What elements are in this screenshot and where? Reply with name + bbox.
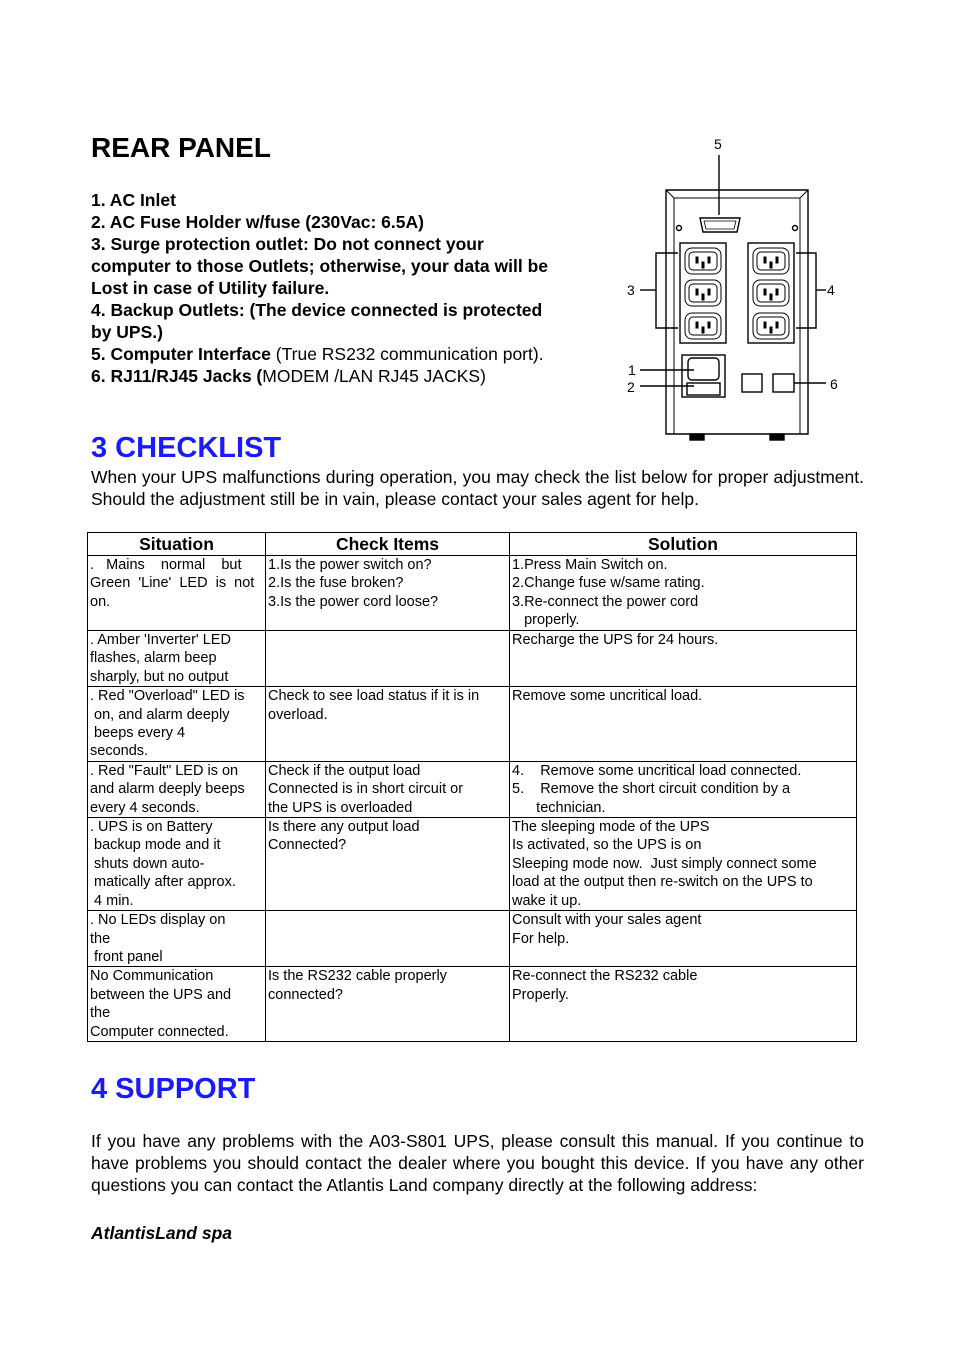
- cell-line: 2.Change fuse w/same rating.: [512, 575, 705, 592]
- power-outlet-icon: [685, 248, 721, 274]
- cell-situation: [88, 631, 266, 687]
- table-row: [88, 761, 857, 817]
- cell-situation: [88, 911, 266, 967]
- feature-text-normal: MODEM /LAN RJ45 JACKS): [262, 366, 486, 386]
- feature-text-bold: 6. RJ11/RJ45 Jacks (: [91, 366, 263, 386]
- cell-line: and alarm deeply beeps: [90, 781, 245, 798]
- cell-line: Connected?: [268, 837, 347, 854]
- cell-situation: [88, 687, 266, 762]
- diagram-label-2: 2: [627, 379, 635, 395]
- support-text: If you have any problems with the A03-S801 UPS, please consult this manual. If you continue to have problems you should contact the dealer where you bought this device. If you have any other questions you can contact the Atlantis Land company directly at the following address:: [91, 1131, 864, 1195]
- cell-line: 4 min.: [90, 892, 134, 909]
- diagram-label-1: 1: [628, 362, 636, 378]
- cell-line: overload.: [268, 706, 328, 723]
- cell-line: The sleeping mode of the UPS: [512, 819, 710, 836]
- cell-check: [266, 687, 510, 762]
- cell-line: . Amber 'Inverter' LED: [90, 632, 231, 648]
- cell-line: backup mode and it: [90, 837, 221, 854]
- cell-line: the: [90, 1005, 111, 1022]
- feature-text-bold: computer to those Outlets; otherwise, your data will be: [91, 256, 549, 276]
- cell-check: [266, 631, 510, 687]
- cell-line: 4. Remove some uncritical load connected.: [512, 762, 802, 779]
- cell-situation: [88, 967, 266, 1042]
- feature-line: [91, 299, 601, 321]
- cell-line: 5. Remove the short circuit condition by a: [512, 781, 791, 798]
- cell-line: 3.Is the power cord loose?: [268, 593, 439, 610]
- column-header-check-items: Check Items: [266, 533, 510, 556]
- column-header-solution: Solution: [510, 533, 857, 556]
- cell-line: Sleeping mode now. Just simply connect some: [512, 855, 817, 872]
- cell-line: . Red "Fault" LED is on: [90, 762, 239, 779]
- diagram-label-6: 6: [830, 376, 838, 392]
- cell-line: properly.: [512, 612, 580, 629]
- cell-line: Check to see load status if it is in: [268, 688, 480, 705]
- cell-line: 3.Re-connect the power cord: [512, 593, 699, 610]
- feature-line: [91, 233, 601, 255]
- cell-line: connected?: [268, 986, 343, 1003]
- cell-line: Check if the output load: [268, 762, 421, 779]
- cell-line: matically after approx.: [90, 874, 236, 891]
- cell-check: [266, 761, 510, 817]
- cell-check: [266, 818, 510, 911]
- support-title: 4 SUPPORT: [91, 1073, 256, 1105]
- checklist-intro: When your UPS malfunctions during operation, you may check the list below for proper adjustment. Should the adjustment still be in vain, please contact your sales agent for help.: [91, 467, 864, 509]
- cell-line: . Red "Overload" LED is: [90, 688, 245, 705]
- cell-solution: [510, 967, 857, 1042]
- feature-line: [91, 189, 601, 211]
- cell-line: For help.: [512, 930, 570, 947]
- cell-line: No Communication: [90, 968, 214, 985]
- cell-line: on.: [90, 593, 111, 610]
- feature-text-bold: by UPS.): [91, 322, 163, 342]
- feature-line: [91, 211, 601, 233]
- feature-text-normal: (True RS232 communication port).: [270, 344, 544, 364]
- diagram-label-4: 4: [827, 282, 835, 298]
- feature-text-bold: 3. Surge protection outlet: Do not connect your: [91, 234, 484, 254]
- rear-panel-feature-list: [91, 189, 601, 387]
- cell-line: Is activated, so the UPS is on: [512, 837, 702, 854]
- cell-line: sharply, but no output: [90, 668, 229, 685]
- feature-text-bold: 5. Computer Interface: [91, 344, 271, 364]
- cell-situation: [88, 556, 266, 631]
- power-outlet-icon: [753, 280, 789, 306]
- cell-line: 2.Is the fuse broken?: [268, 575, 404, 592]
- cell-line: shuts down auto-: [90, 855, 205, 872]
- cell-line: load at the output then re-switch on the UPS to: [512, 874, 813, 891]
- feature-line: [91, 365, 601, 387]
- company-name: AtlantisLand spa: [91, 1223, 232, 1243]
- cell-line: the: [90, 930, 111, 947]
- rear-panel-title: REAR PANEL: [91, 132, 271, 163]
- feature-text-bold: Lost in case of Utility failure.: [91, 278, 330, 298]
- cell-line: Green 'Line' LED is not: [90, 575, 255, 592]
- cell-solution: [510, 761, 857, 817]
- cell-line: Recharge the UPS for 24 hours.: [512, 632, 719, 648]
- cell-check: [266, 967, 510, 1042]
- cell-line: every 4 seconds.: [90, 799, 200, 816]
- feature-line: [91, 277, 601, 299]
- cell-line: Remove some uncritical load.: [512, 688, 703, 705]
- cell-line: . Mains normal but: [90, 557, 242, 573]
- table-row: [88, 687, 857, 762]
- cell-line: seconds.: [90, 743, 149, 760]
- feature-text-bold: 4. Backup Outlets: (The device connected is protected: [91, 300, 543, 320]
- cell-line: Re-connect the RS232 cable: [512, 968, 698, 985]
- column-header-situation: Situation: [88, 533, 266, 556]
- power-outlet-icon: [685, 280, 721, 306]
- cell-line: on, and alarm deeply: [90, 706, 230, 723]
- feature-line: [91, 255, 601, 277]
- cell-line: wake it up.: [512, 892, 582, 909]
- cell-solution: [510, 911, 857, 967]
- table-row: [88, 631, 857, 687]
- checklist-table: [87, 532, 857, 1042]
- feature-text-bold: 1. AC Inlet: [91, 190, 176, 210]
- cell-line: Is there any output load: [268, 819, 420, 836]
- table-row: [88, 967, 857, 1042]
- cell-line: Connected is in short circuit or: [268, 781, 464, 798]
- feature-line: [91, 343, 601, 365]
- cell-solution: [510, 631, 857, 687]
- cell-line: flashes, alarm beep: [90, 650, 217, 667]
- table-row: [88, 911, 857, 967]
- power-outlet-icon: [753, 248, 789, 274]
- cell-situation: [88, 761, 266, 817]
- diagram-label-5: 5: [714, 136, 722, 152]
- cell-line: . No LEDs display on: [90, 912, 226, 929]
- cell-line: between the UPS and: [90, 986, 232, 1003]
- cell-solution: [510, 687, 857, 762]
- cell-line: Computer connected.: [90, 1023, 229, 1040]
- cell-check: [266, 911, 510, 967]
- cell-situation: [88, 818, 266, 911]
- cell-line: 1.Is the power switch on?: [268, 557, 432, 573]
- diagram-label-3: 3: [627, 282, 635, 298]
- table-row: [88, 818, 857, 911]
- cell-line: Is the RS232 cable properly: [268, 968, 447, 985]
- cell-solution: [510, 556, 857, 631]
- checklist-title: 3 CHECKLIST: [91, 432, 282, 464]
- cell-check: [266, 556, 510, 631]
- feature-line: [91, 321, 601, 343]
- cell-line: beeps every 4: [90, 725, 186, 742]
- table-row: [88, 556, 857, 631]
- cell-line: Consult with your sales agent: [512, 912, 702, 929]
- feature-text-bold: 2. AC Fuse Holder w/fuse (230Vac: 6.5A): [91, 212, 424, 232]
- cell-line: front panel: [90, 948, 163, 965]
- cell-line: . UPS is on Battery: [90, 819, 213, 836]
- cell-line: Properly.: [512, 986, 569, 1003]
- cell-line: technician.: [512, 799, 606, 816]
- power-outlet-icon: [753, 313, 789, 339]
- ups-rear-panel-diagram: [620, 134, 850, 444]
- cell-solution: [510, 818, 857, 911]
- cell-line: the UPS is overloaded: [268, 799, 413, 816]
- cell-line: 1.Press Main Switch on.: [512, 557, 668, 573]
- power-outlet-icon: [685, 313, 721, 339]
